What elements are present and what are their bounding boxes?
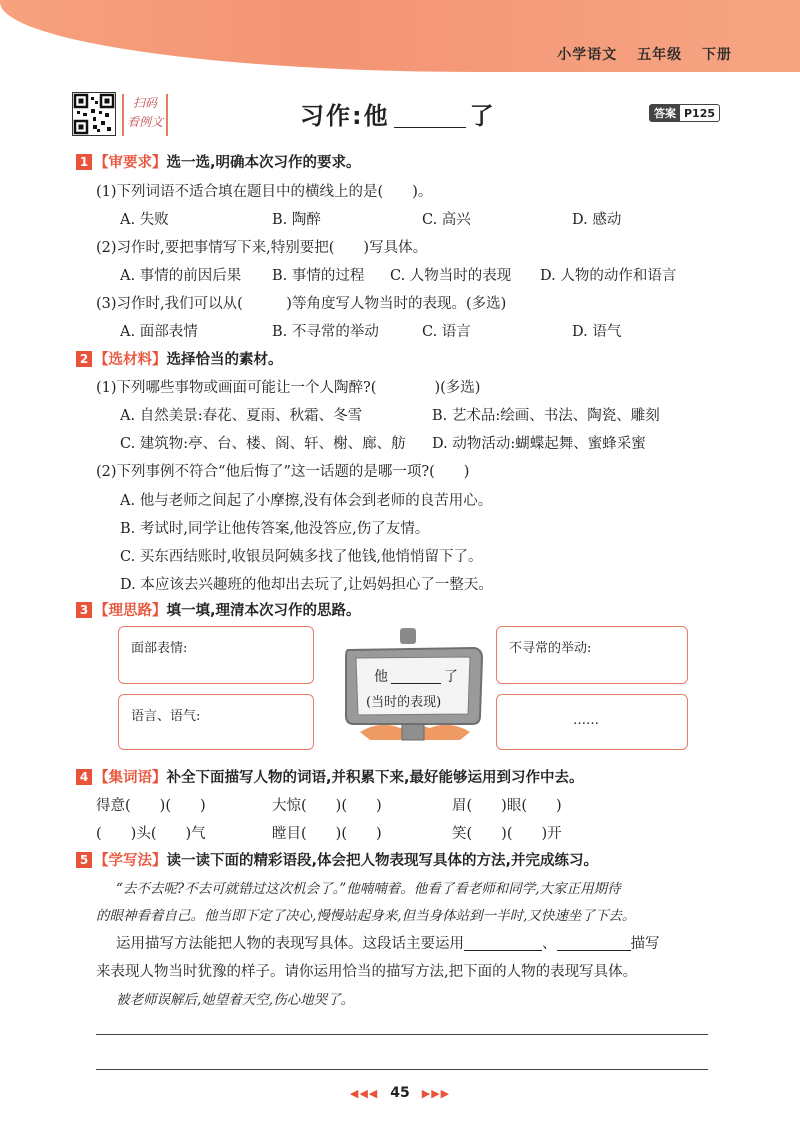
subject-label: 小学语文 <box>557 47 618 63</box>
s2-q1-opt-c: C. 建筑物:亭、台、楼、阁、轩、榭、廊、舫 <box>120 436 406 452</box>
title-blank <box>394 106 466 128</box>
s1-q1-opt-b: B. 陶醉 <box>272 212 321 228</box>
qr-code-icon[interactable] <box>72 92 116 136</box>
s1-q1-opt-a: A. 失败 <box>120 212 169 228</box>
page-number: 45 <box>390 1085 410 1101</box>
s1-q1-opt-d: D. 感动 <box>572 212 622 228</box>
writing-line-2[interactable] <box>96 1069 708 1070</box>
method-blank-2[interactable] <box>557 936 631 951</box>
grade-label: 五年级 <box>637 47 683 63</box>
s1-q3-opt-a: A. 面部表情 <box>120 324 198 340</box>
face-expression-box[interactable]: 面部表情: <box>118 626 314 684</box>
sign-top-text: 他 了 <box>374 669 458 685</box>
s2-q2-opt-d: D. 本应该去兴趣班的他却出去玩了,让妈妈担心了一整天。 <box>120 577 493 593</box>
page-title: 习作:他 了 <box>300 102 496 130</box>
exercise-line-1: 运用描写方法能把人物的表现写具体。这段话主要运用 、 描写 <box>116 936 660 952</box>
example-paragraph-line-2: 的眼神看着自己。他当即下定了决心,慢慢站起身来,但当身体站到一半时,又快速坐了下去。 <box>96 908 636 924</box>
s1-q2-opt-b: B. 事情的过程 <box>272 268 365 284</box>
signpost-illustration <box>340 628 490 750</box>
s1-q1-opt-c: C. 高兴 <box>422 212 471 228</box>
section-3-heading: 3 【理思路】填一填,理清本次习作的思路。 <box>76 599 361 620</box>
s2-q2: (2)下列事例不符合“他后悔了”这一话题的是哪一项?( ) <box>96 464 470 480</box>
book-info <box>543 44 732 64</box>
s2-q1-opt-d: D. 动物活动:蝴蝶起舞、蜜蜂采蜜 <box>432 436 646 452</box>
sign-blank <box>391 669 441 684</box>
sign-bottom-text: (当时的表现) <box>366 695 442 710</box>
s1-q3: (3)习作时,我们可以从( )等角度写人物当时的表现。(多选) <box>96 296 507 312</box>
s2-q1: (1)下列哪些事物或画面可能让一个人陶醉?( )(多选) <box>96 380 481 396</box>
exercise-prompt: 被老师误解后,她望着天空,伤心地哭了。 <box>116 992 355 1008</box>
left-arrows-icon: ◀◀◀ <box>349 1087 379 1100</box>
s2-q2-opt-a: A. 他与老师之间起了小摩擦,没有体会到老师的良苦用心。 <box>120 493 493 509</box>
idiom-3: 眉( )眼( ) <box>452 798 562 814</box>
idiom-6: 笑( )( )开 <box>452 826 562 842</box>
s2-q2-opt-b: B. 考试时,同学让他传答案,他没答应,伤了友情。 <box>120 521 430 537</box>
answer-page-badge: 答案 P125 <box>649 104 720 122</box>
speech-tone-box[interactable]: 语言、语气: <box>118 694 314 750</box>
page-footer <box>0 1085 800 1101</box>
s1-q2-opt-a: A. 事情的前因后果 <box>120 268 242 284</box>
writing-line-1[interactable] <box>96 1034 708 1035</box>
scan-example-label: 扫码 看例文 <box>122 94 168 136</box>
s1-q1: (1)下列词语不适合填在题目中的横线上的是( )。 <box>96 184 433 200</box>
s1-q2: (2)习作时,要把事情写下来,特别要把( )写具体。 <box>96 240 428 256</box>
volume-label: 下册 <box>702 47 732 63</box>
section-4-heading: 4 【集词语】补全下面描写人物的词语,并积累下来,最好能够运用到习作中去。 <box>76 766 584 787</box>
s1-q3-opt-c: C. 语言 <box>422 324 471 340</box>
idiom-1: 得意( )( ) <box>96 798 206 814</box>
s1-q2-opt-d: D. 人物的动作和语言 <box>540 268 677 284</box>
s1-q3-opt-b: B. 不寻常的举动 <box>272 324 379 340</box>
section-2-heading: 2 【选材料】选择恰当的素材。 <box>76 348 283 369</box>
more-box[interactable]: …… <box>496 694 688 750</box>
example-paragraph-line-1: “去不去呢?不去可就错过这次机会了。”他喃喃着。他看了看老师和同学,大家正用期待 <box>116 881 621 897</box>
section-1-heading: 1 【审要求】选一选,明确本次习作的要求。 <box>76 151 361 172</box>
idiom-4: ( )头( )气 <box>96 826 206 842</box>
s2-q1-opt-b: B. 艺术品:绘画、书法、陶瓷、雕刻 <box>432 408 660 424</box>
idiom-2: 大惊( )( ) <box>272 798 382 814</box>
s1-q3-opt-d: D. 语气 <box>572 324 622 340</box>
unusual-action-box[interactable]: 不寻常的举动: <box>496 626 688 684</box>
s2-q2-opt-c: C. 买东西结账时,收银员阿姨多找了他钱,他悄悄留下了。 <box>120 549 483 565</box>
s1-q2-opt-c: C. 人物当时的表现 <box>390 268 512 284</box>
idiom-5: 瞠目( )( ) <box>272 826 382 842</box>
s2-q1-opt-a: A. 自然美景:春花、夏雨、秋霜、冬雪 <box>120 408 363 424</box>
exercise-line-2: 来表现人物当时犹豫的样子。请你运用恰当的描写方法,把下面的人物的表现写具体。 <box>96 964 638 980</box>
section-5-heading: 5 【学写法】读一读下面的精彩语段,体会把人物表现写具体的方法,并完成练习。 <box>76 849 598 870</box>
right-arrows-icon: ▶▶▶ <box>421 1087 451 1100</box>
method-blank-1[interactable] <box>464 936 542 951</box>
